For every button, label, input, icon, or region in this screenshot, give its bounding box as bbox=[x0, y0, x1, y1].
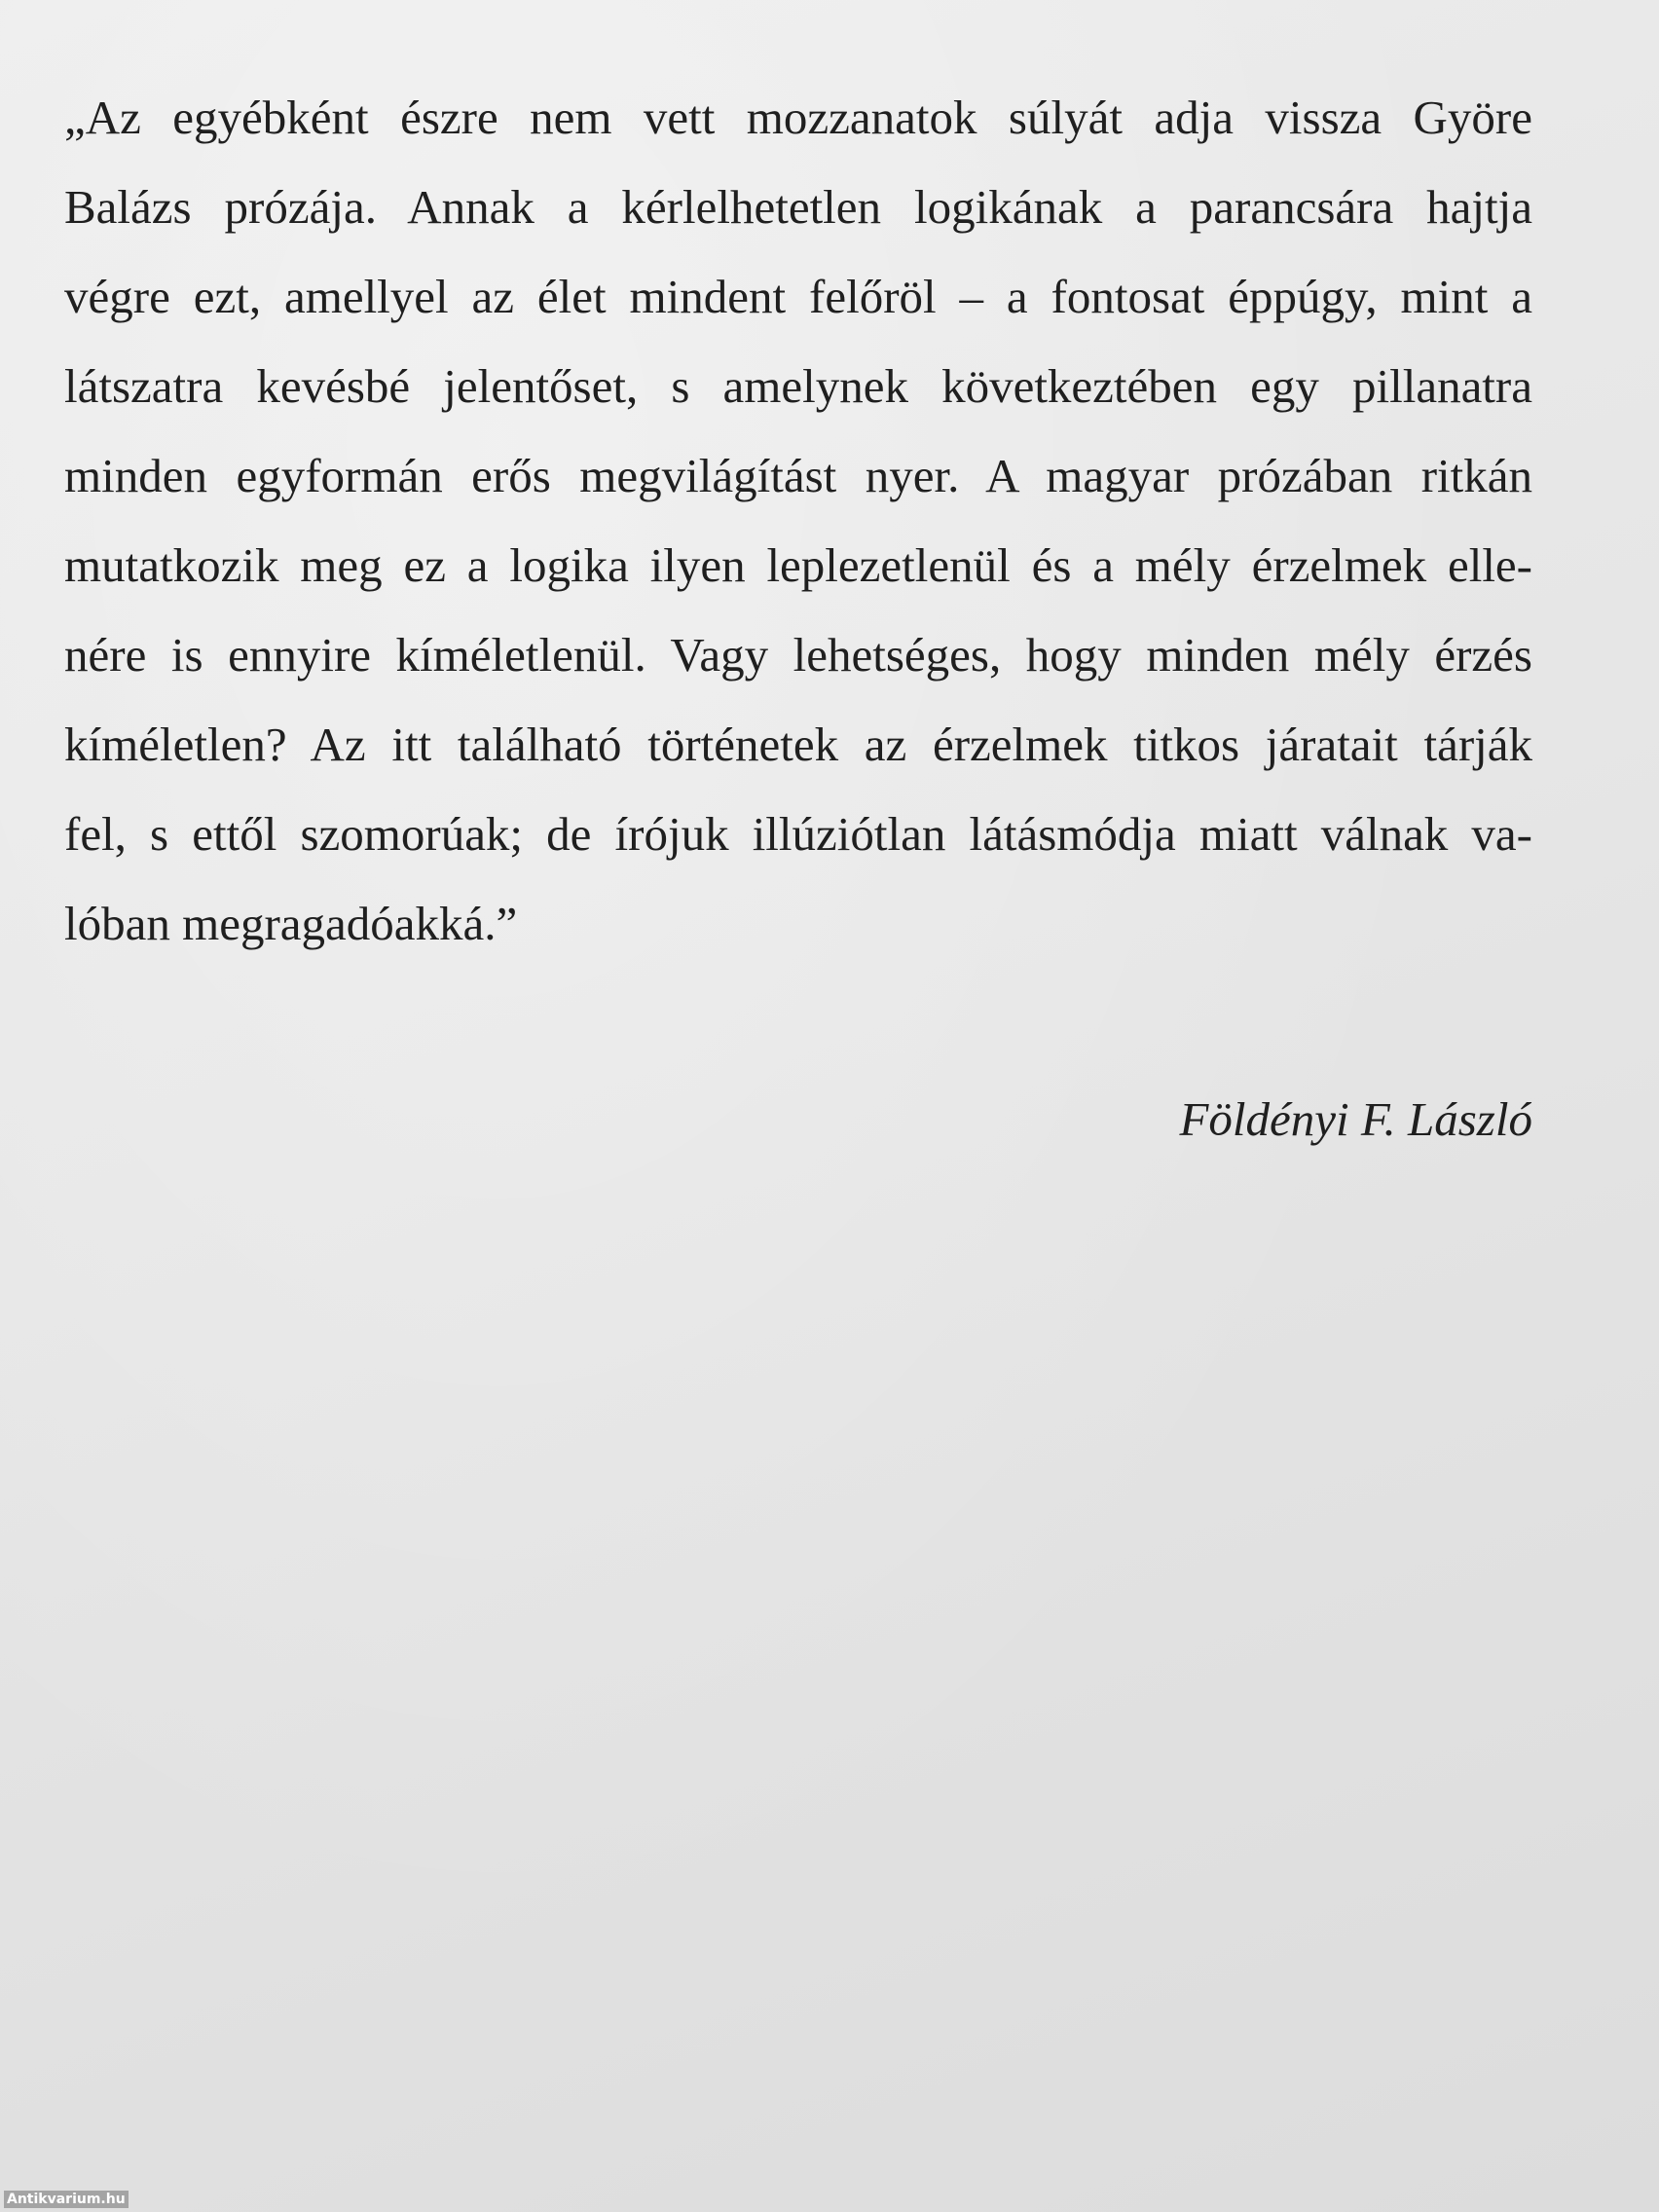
blurb-line: fel, s ettől szomorúak; de írójuk illúziótlan látásmódja miatt válnak va- bbox=[64, 807, 1532, 861]
blurb-line: nére is ennyire kíméletlenül. Vagy lehetséges, hogy minden mély érzés bbox=[64, 628, 1532, 682]
blurb-line: minden egyformán erős megvilágítást nyer. A magyar prózában ritkán bbox=[64, 449, 1532, 502]
watermark-logo: Antikvarium.hu bbox=[4, 2191, 129, 2208]
blurb-line: „Az egyébként észre nem vett mozzanatok súlyát adja vissza Györe bbox=[64, 91, 1532, 144]
blurb-line: végre ezt, amellyel az élet mindent felőröl – a fontosat éppúgy, mint a bbox=[64, 270, 1532, 323]
blurb-line: mutatkozik meg ez a logika ilyen leplezetlenül és a mély érzelmek elle- bbox=[64, 538, 1532, 592]
blurb-line: lóban megragadóakká.” bbox=[64, 897, 518, 950]
quote-author: Földényi F. László bbox=[1179, 1092, 1532, 1146]
blurb-quote bbox=[64, 91, 1532, 991]
blurb-line: Balázs prózája. Annak a kérlelhetetlen logikának a parancsára hajtja bbox=[64, 180, 1532, 234]
blurb-line: látszatra kevésbé jelentőset, s amelynek következtében egy pillanatra bbox=[64, 359, 1532, 413]
blurb-line: kíméletlen? Az itt található történetek az érzelmek titkos járatait tárják bbox=[64, 718, 1532, 771]
